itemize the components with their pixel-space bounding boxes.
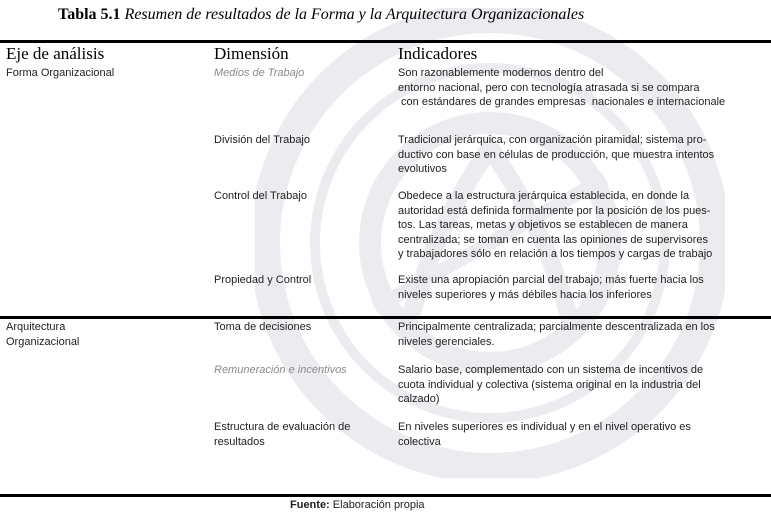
bottom-rule [0, 494, 771, 497]
dimension-label: Remuneración e incentivos [214, 364, 347, 376]
table-caption [58, 6, 584, 24]
dimension-label: Medios de Trabajo [214, 67, 305, 79]
dimension-label: Control del Trabajo [214, 190, 307, 202]
indicator-text: Obedece a la estructura jerárquica establecida, en donde la autoridad está definida formalmente por la posición de los pues- tos. Las tareas, metas y objetivos se establecen de manera centralizada; se toman en cuenta las opiniones de supervisores y trabajadores sólo en relación a los tiempos y cargas de trabajo [398, 190, 713, 260]
indicator-text: Tradicional jerárquica, con organización piramidal; sistema pro- ductivo con base en células de producción, que muestra intentos evolutivos [398, 134, 715, 175]
source-note [290, 499, 425, 511]
header-indicators: Indicadores [398, 44, 478, 63]
dimension-label: Estructura de evaluación de resultados [214, 421, 351, 448]
source-text: Elaboración propia [329, 499, 425, 511]
table-number: Tabla 5.1 [58, 6, 121, 23]
dimension-label: División del Trabajo [214, 134, 310, 146]
indicator-text: Salario base, complementado con un sistema de incentivos de cuota individual y colectiva (sistema original en la industria del calzado) [398, 364, 704, 405]
header-axis: Eje de análisis [6, 44, 105, 63]
dimension-label: Toma de decisiones [214, 321, 312, 333]
indicator-text: Existe una apropiación parcial del trabajo; más fuerte hacia los niveles superiores y más débiles hacia los inferiores [398, 274, 704, 301]
indicator-text: Principalmente centralizada; parcialmente descentralizada en los niveles gerenciales. [398, 321, 715, 348]
indicator-text: Son razonablemente modernos dentro del entorno nacional, pero con tecnología atrasada si se compara con estándares de grandes empresas nacionales e internacionale [398, 67, 726, 108]
source-label: Fuente: [290, 499, 330, 511]
top-rule [0, 40, 771, 43]
axis-label: Forma Organizacional [6, 67, 115, 79]
dimension-label: Propiedad y Control [214, 274, 312, 286]
axis-label: Arquitectura Organizacional [6, 321, 80, 348]
header-dimension: Dimensión [214, 44, 289, 63]
group-divider-rule [0, 316, 771, 319]
indicator-text: En niveles superiores es individual y en el nivel operativo es colectiva [398, 421, 691, 448]
table-title: Resumen de resultados de la Forma y la Arquitectura Organizacionales [124, 6, 585, 23]
